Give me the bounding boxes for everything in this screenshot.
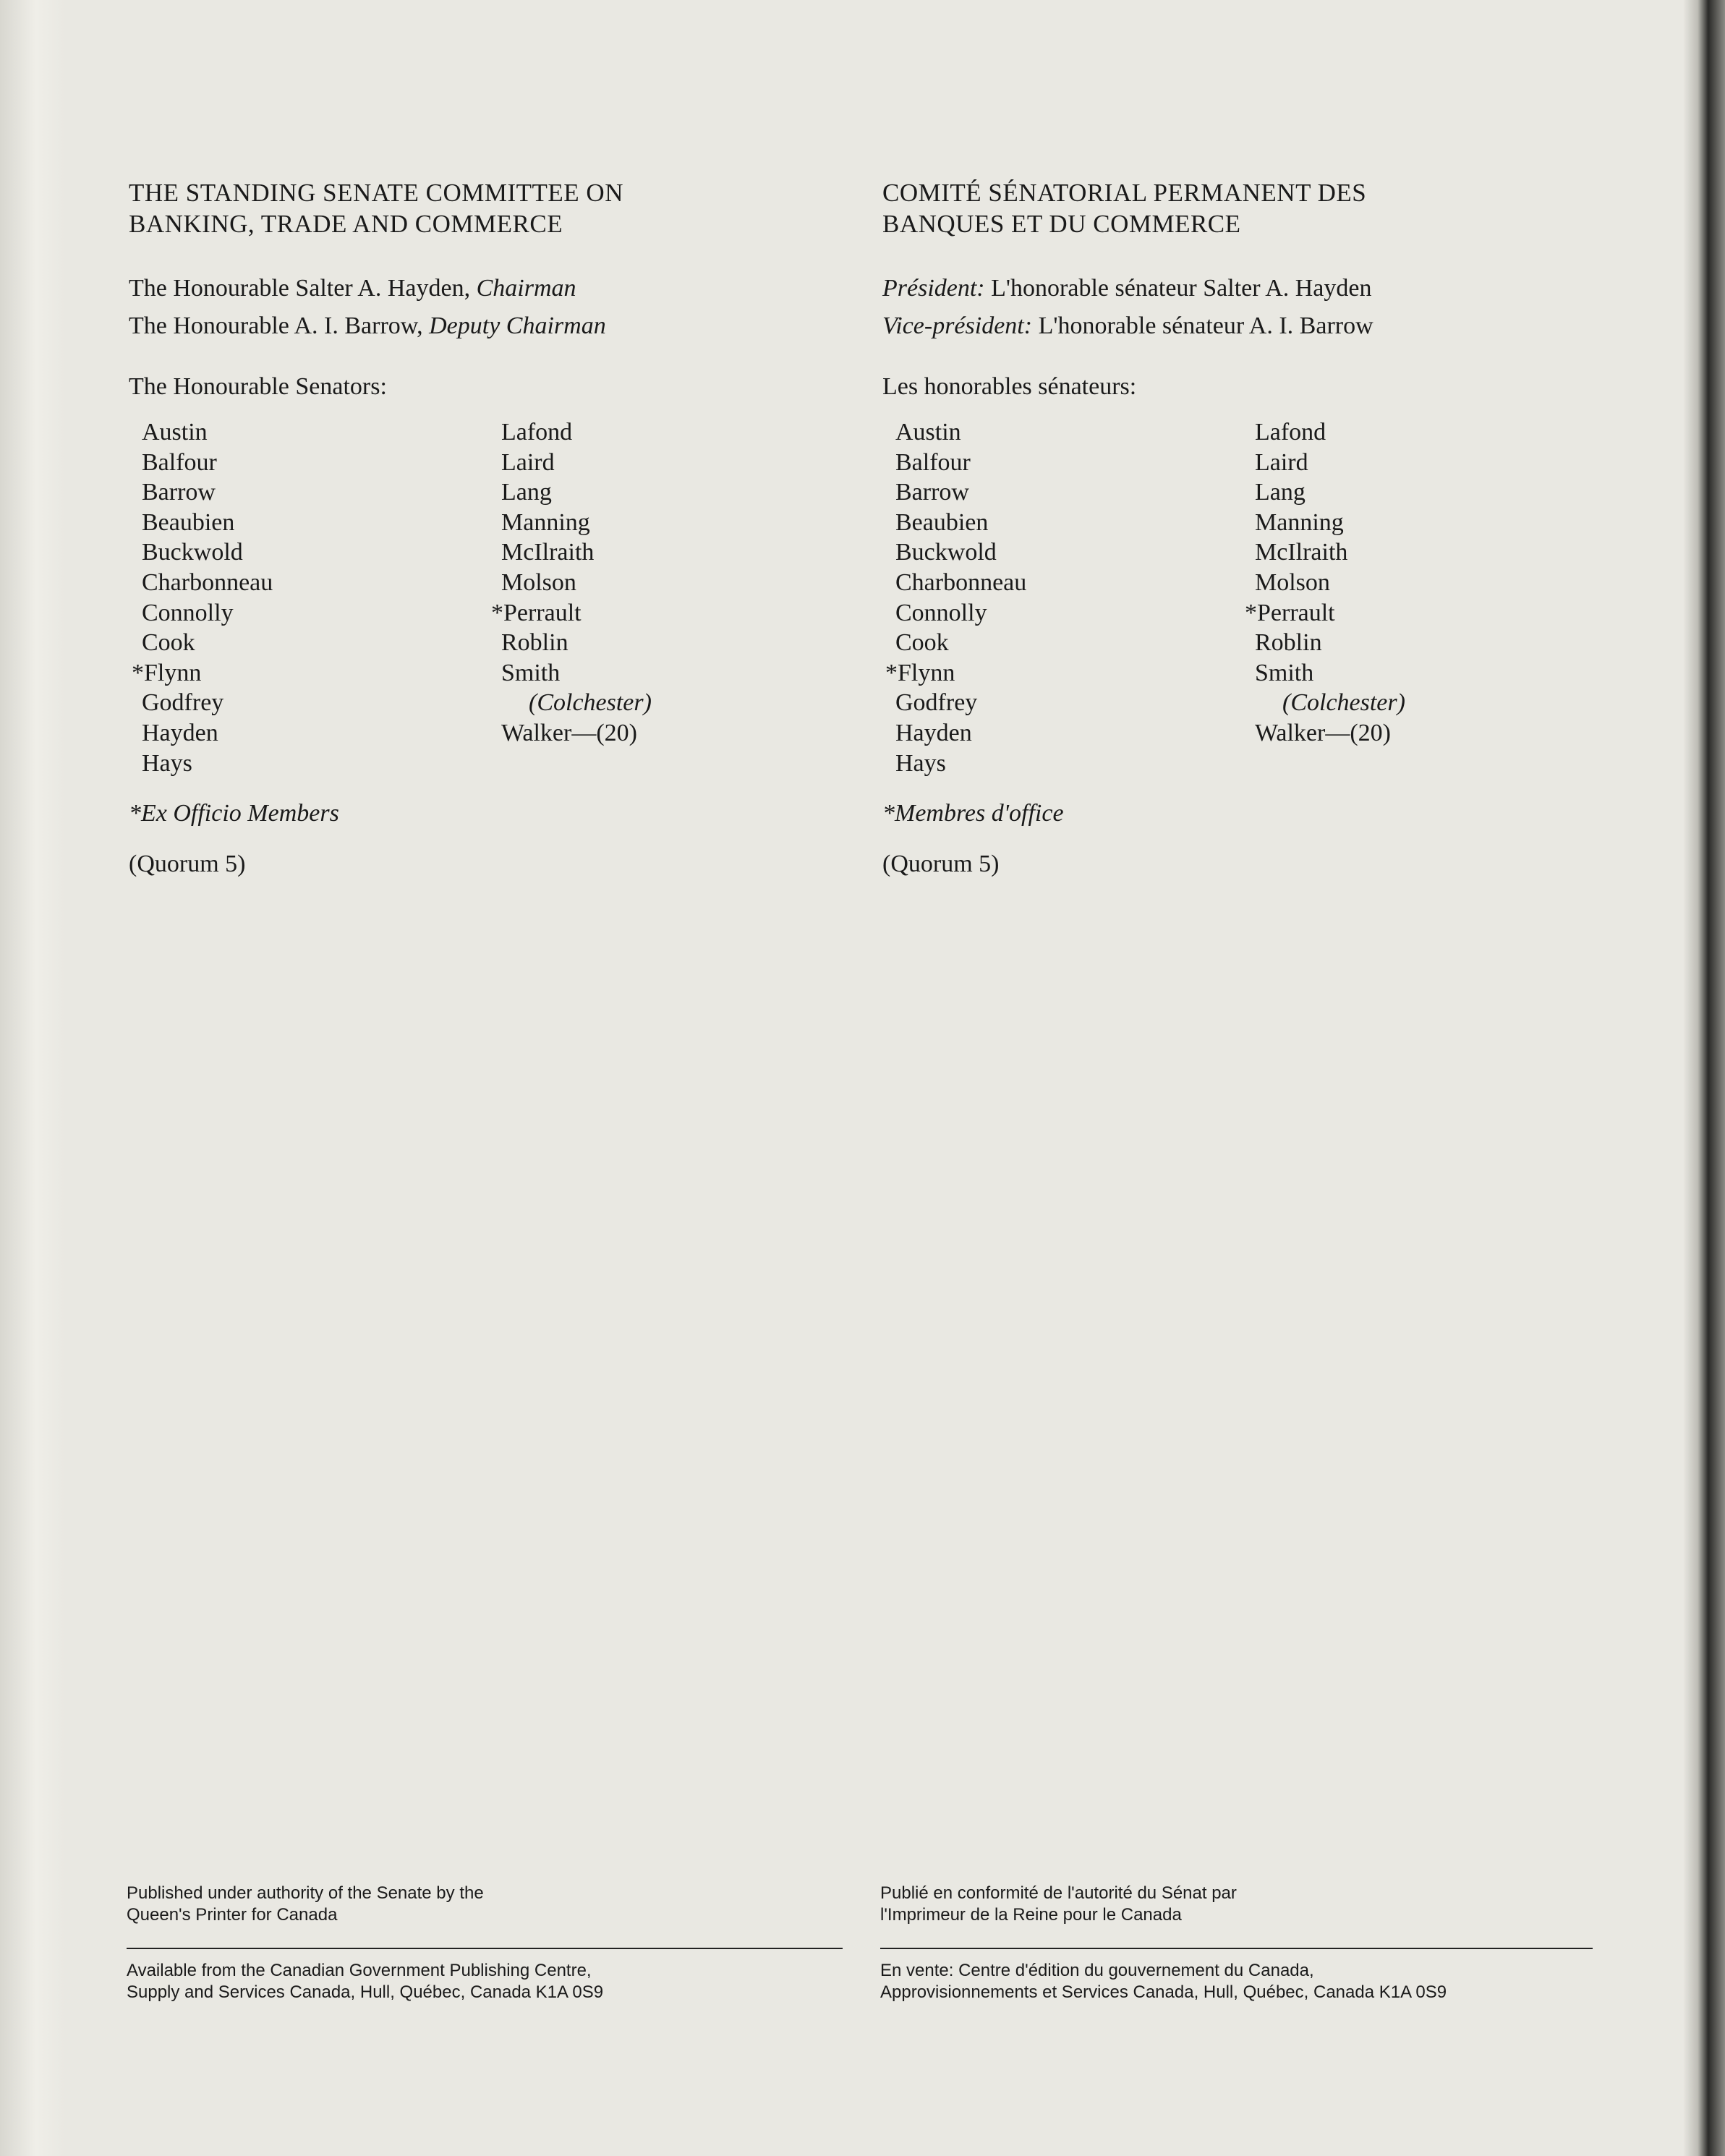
member: *Flynn (132, 659, 202, 686)
committee-heading-fr (882, 177, 1606, 239)
members-column-a (885, 417, 1027, 778)
member: Balfour (895, 448, 971, 476)
availability-line: Supply and Services Canada, Hull, Québec, Canada K1A 0S9 (127, 1982, 604, 2002)
availability-line: En vente: Centre d'édition du gouvernement du Canada, (880, 1961, 1314, 1980)
member: Hays (895, 749, 946, 777)
availability-notice-en (127, 1960, 843, 2003)
member: Connolly (895, 599, 987, 626)
member: Lafond (501, 419, 573, 446)
deputy-chairman-role: Deputy Chairman (429, 312, 606, 339)
chairman-role: Chairman (476, 275, 576, 302)
ex-officio-footnote-fr: *Membres d'office (882, 800, 1064, 827)
member: Lang (1255, 479, 1306, 506)
member: Laird (501, 448, 555, 476)
deputy-chairman-line (129, 307, 852, 345)
divider-rule-fr (880, 1948, 1593, 1949)
member: Charbonneau (142, 568, 273, 596)
member: *Perrault (1245, 599, 1335, 626)
member: Manning (1255, 508, 1344, 536)
member: Cook (142, 629, 195, 657)
vice-president-line (882, 307, 1606, 345)
member: Smith (501, 659, 561, 686)
heading-line-1: COMITÉ SÉNATORIAL PERMANENT DES (882, 179, 1367, 207)
members-column-a (132, 417, 273, 778)
member: Buckwold (142, 539, 243, 566)
member: Laird (1255, 448, 1308, 476)
ex-officio-footnote-en: *Ex Officio Members (129, 800, 339, 827)
member: McIlraith (501, 539, 595, 566)
member: Molson (1255, 568, 1330, 596)
heading-line-1: THE STANDING SENATE COMMITTEE ON (129, 179, 623, 207)
members-column-b (491, 417, 652, 749)
member: Lafond (1255, 419, 1326, 446)
member: Austin (895, 419, 961, 446)
page-edge-left (0, 0, 65, 2156)
publication-line: Publié en conformité de l'autorité du Sénat par (880, 1883, 1237, 1903)
member: Cook (895, 629, 949, 657)
divider-rule-en (127, 1948, 843, 1949)
member: Molson (501, 568, 576, 596)
member: Hayden (142, 719, 218, 746)
vice-president-name: L'honorable sénateur A. I. Barrow (1032, 312, 1373, 339)
member: Barrow (142, 479, 216, 506)
availability-notice-fr (880, 1960, 1603, 2003)
vice-president-role: Vice-président: (882, 312, 1033, 339)
page-edge-right (1683, 0, 1725, 2156)
publication-line: Published under authority of the Senate by the (127, 1883, 484, 1903)
member: Austin (142, 419, 208, 446)
member: Balfour (142, 448, 217, 476)
availability-line: Available from the Canadian Government Publishing Centre, (127, 1961, 592, 1980)
member: Lang (501, 479, 552, 506)
president-name: L'honorable sénateur Salter A. Hayden (984, 275, 1372, 302)
member: Walker—(20) (501, 719, 637, 746)
member: Manning (501, 508, 590, 536)
member: Hayden (895, 719, 972, 746)
members-column-b (1245, 417, 1405, 749)
member: Beaubien (142, 508, 235, 536)
availability-line: Approvisionnements et Services Canada, Hull, Québec, Canada K1A 0S9 (880, 1982, 1447, 2002)
member: (Colchester) (529, 689, 652, 717)
officers-fr (882, 270, 1606, 345)
member: Barrow (895, 479, 969, 506)
member: Charbonneau (895, 568, 1027, 596)
quorum-en: (Quorum 5) (129, 851, 246, 877)
committee-heading-en (129, 177, 852, 239)
chairman-name: The Honourable Salter A. Hayden, (129, 275, 477, 302)
heading-line-2: BANQUES ET DU COMMERCE (882, 210, 1241, 238)
president-role: Président: (882, 275, 985, 302)
french-column (882, 177, 1606, 880)
senators-label-fr: Les honorables sénateurs: (882, 373, 1137, 400)
member: Walker—(20) (1255, 719, 1391, 746)
member: Buckwold (895, 539, 997, 566)
officers-en (129, 270, 852, 345)
member: Godfrey (895, 689, 978, 717)
member: *Perrault (491, 599, 582, 626)
member: Roblin (1255, 629, 1322, 657)
chairman-line (129, 270, 852, 307)
members-list-en (129, 417, 852, 779)
member: Smith (1255, 659, 1314, 686)
member: Hays (142, 749, 192, 777)
member: Roblin (501, 629, 568, 657)
members-list-fr (882, 417, 1606, 779)
president-line (882, 270, 1606, 307)
publication-line: l'Imprimeur de la Reine pour le Canada (880, 1905, 1182, 1925)
deputy-chairman-name: The Honourable A. I. Barrow, (129, 312, 430, 339)
member: (Colchester) (1282, 689, 1405, 717)
senators-label-en: The Honourable Senators: (129, 373, 387, 400)
member: Godfrey (142, 689, 224, 717)
publication-notice-fr (880, 1883, 1603, 1926)
member: Connolly (142, 599, 234, 626)
member: McIlraith (1255, 539, 1348, 566)
member: *Flynn (885, 659, 955, 686)
heading-line-2: BANKING, TRADE AND COMMERCE (129, 210, 563, 238)
english-column (129, 177, 852, 880)
publication-notice-en (127, 1883, 843, 1926)
quorum-fr: (Quorum 5) (882, 851, 1000, 877)
member: Beaubien (895, 508, 989, 536)
publication-line: Queen's Printer for Canada (127, 1905, 338, 1925)
